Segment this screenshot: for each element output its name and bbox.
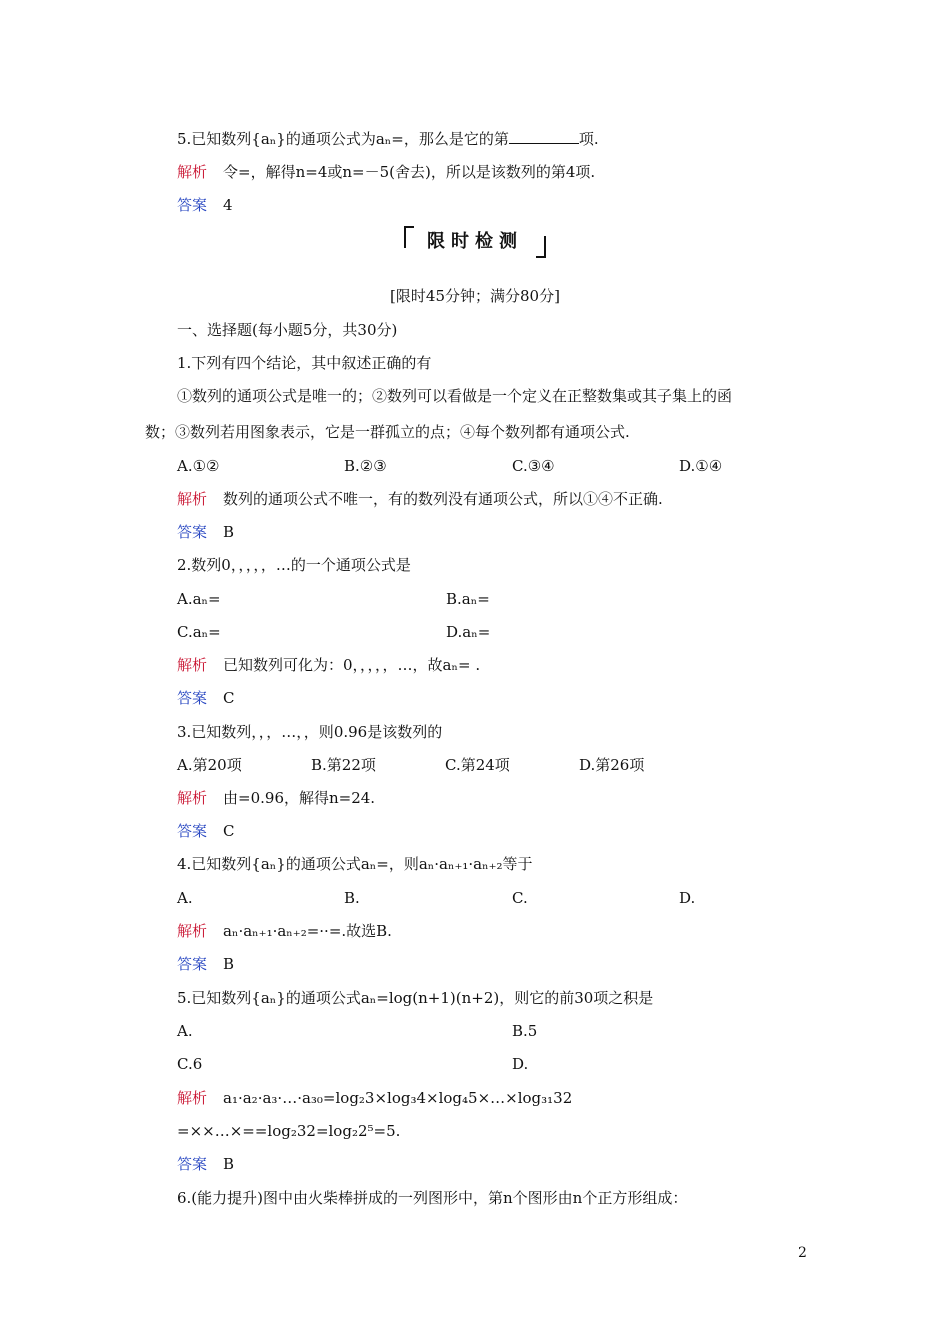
question-text: 数；③数列若用图象表示，它是一群孤立的点；④每个数列都有通项公式. bbox=[145, 423, 630, 441]
daan-label: 答案 bbox=[177, 689, 208, 707]
question-stem: 5.已知数列{aₙ}的通项公式aₙ=log(n+1)(n+2)，则它的前30项之积是 bbox=[177, 989, 654, 1007]
answer-line: 答案 B bbox=[177, 1155, 235, 1173]
jiexi-label: 解析 bbox=[177, 1089, 208, 1107]
daan-label: 答案 bbox=[177, 822, 208, 840]
question-stem: 3.已知数列，，，…，，则0.96是该数列的 bbox=[177, 723, 443, 741]
question-text: ①数列的通项公式是唯一的；②数列可以看做是一个定义在正整数集或其子集上的函 bbox=[177, 387, 733, 405]
question-stem: 5.已知数列{aₙ}的通项公式为aₙ=，那么是它的第 项. bbox=[177, 130, 599, 148]
option-a: A.①② bbox=[177, 457, 220, 475]
explanation-line: 解析 令=，解得n=4或n=－5(舍去)，所以是该数列的第4项. bbox=[177, 163, 596, 181]
option-c: C. bbox=[512, 889, 528, 907]
option-d: D.①④ bbox=[679, 457, 723, 475]
option-d: D. bbox=[679, 889, 696, 907]
jiexi-label: 解析 bbox=[177, 922, 208, 940]
option-d: D.aₙ= bbox=[446, 623, 491, 641]
section-heading: 限时检测 bbox=[404, 226, 546, 258]
answer-line: 答案 B bbox=[177, 955, 235, 973]
daan-label: 答案 bbox=[177, 196, 208, 214]
daan-label: 答案 bbox=[177, 955, 208, 973]
explanation-line-2: =××…×==log₂32=log₂2⁵=5. bbox=[177, 1122, 401, 1140]
answer-blank bbox=[509, 131, 579, 144]
explanation-line: 解析 由=0.96，解得n=24. bbox=[177, 789, 376, 807]
section-title: 一、选择题(每小题5分，共30分) bbox=[177, 321, 398, 339]
jiexi-label: 解析 bbox=[177, 490, 208, 508]
jiexi-label: 解析 bbox=[177, 789, 208, 807]
time-limit: [限时45分钟；满分80分] bbox=[390, 287, 560, 305]
jiexi-label: 解析 bbox=[177, 163, 208, 181]
answer-line: 答案 4 bbox=[177, 196, 233, 214]
option-b: B. bbox=[344, 889, 360, 907]
option-b: B.5 bbox=[512, 1022, 538, 1040]
question-stem: 2.数列0，，，，，…的一个通项公式是 bbox=[177, 556, 411, 574]
option-d: D. bbox=[512, 1055, 529, 1073]
explanation-line: 解析 aₙ·aₙ₊₁·aₙ₊₂=··=.故选B. bbox=[177, 922, 392, 940]
jiexi-label: 解析 bbox=[177, 656, 208, 674]
option-b: B.②③ bbox=[344, 457, 387, 475]
option-c: C.6 bbox=[177, 1055, 203, 1073]
explanation-line: 解析 数列的通项公式不唯一，有的数列没有通项公式，所以①④不正确. bbox=[177, 490, 663, 508]
option-b: B.第22项 bbox=[311, 756, 376, 774]
option-b: B.aₙ= bbox=[446, 590, 490, 608]
answer-line: 答案 B bbox=[177, 523, 235, 541]
question-stem: 1.下列有四个结论，其中叙述正确的有 bbox=[177, 354, 432, 372]
option-c: C.③④ bbox=[512, 457, 555, 475]
option-d: D.第26项 bbox=[579, 756, 645, 774]
daan-label: 答案 bbox=[177, 523, 208, 541]
question-stem: 6.(能力提升)图中由火柴棒拼成的一列图形中，第n个图形由n个正方形组成： bbox=[177, 1189, 688, 1207]
option-c: C.aₙ= bbox=[177, 623, 221, 641]
option-c: C.第24项 bbox=[445, 756, 510, 774]
question-stem: 4.已知数列{aₙ}的通项公式aₙ=，则aₙ·aₙ₊₁·aₙ₊₂等于 bbox=[177, 855, 533, 873]
option-a: A.aₙ= bbox=[177, 590, 221, 608]
answer-line: 答案 C bbox=[177, 822, 235, 840]
page-number: 2 bbox=[798, 1245, 807, 1261]
answer-line: 答案 C bbox=[177, 689, 235, 707]
option-a: A.第20项 bbox=[177, 756, 242, 774]
explanation-line: 解析 已知数列可化为：0，，，，，…，故aₙ= . bbox=[177, 656, 481, 674]
daan-label: 答案 bbox=[177, 1155, 208, 1173]
option-a: A. bbox=[177, 889, 193, 907]
option-a: A. bbox=[177, 1022, 193, 1040]
explanation-line: 解析 a₁·a₂·a₃·…·a₃₀=log₂3×log₃4×log₄5×…×log₃₁32 bbox=[177, 1089, 573, 1107]
